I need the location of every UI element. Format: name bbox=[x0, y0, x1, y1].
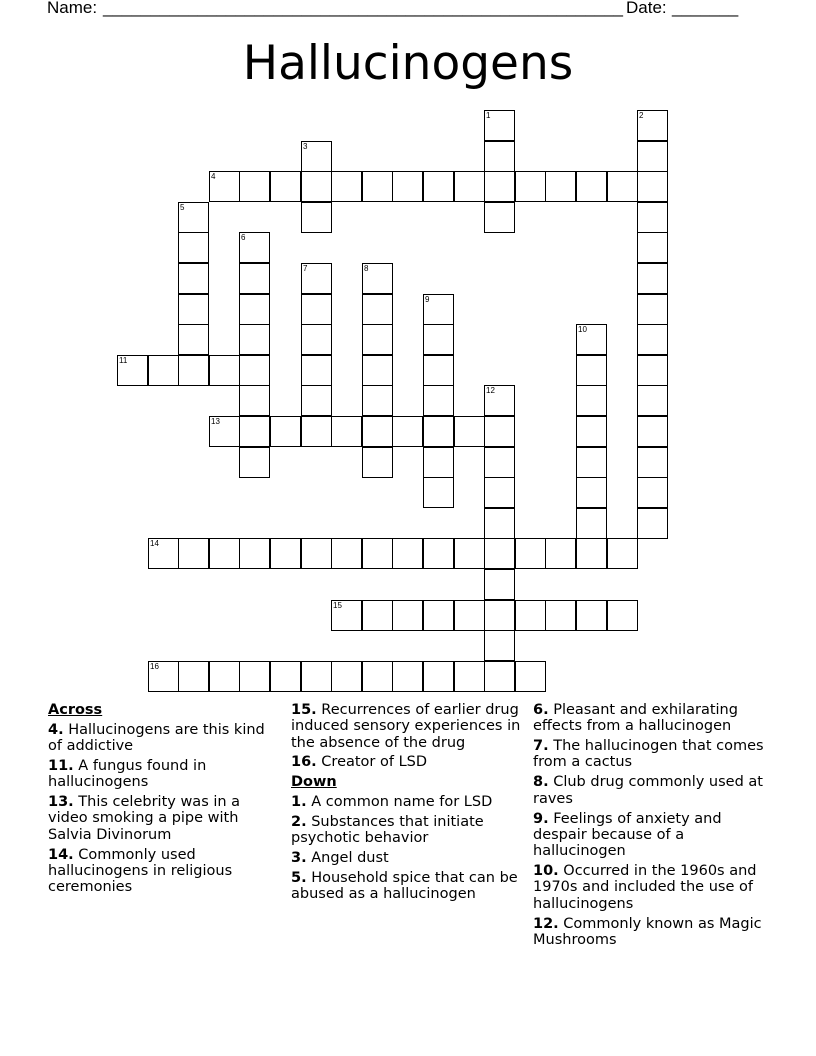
grid-cell[interactable] bbox=[362, 416, 393, 447]
grid-cell[interactable] bbox=[209, 538, 240, 569]
grid-cell[interactable] bbox=[148, 661, 179, 692]
clues-column-3 bbox=[533, 702, 768, 952]
grid-cell[interactable] bbox=[239, 355, 270, 386]
grid-cell[interactable] bbox=[484, 508, 515, 539]
grid-cell[interactable] bbox=[301, 385, 332, 416]
grid-cell[interactable] bbox=[178, 661, 209, 692]
clue-down-2: 2. Substances that initiate psychotic behavior bbox=[291, 813, 484, 847]
grid-cell[interactable] bbox=[484, 110, 515, 141]
clue-down-6: 6. Pleasant and exhilarating effects from a hallucinogen bbox=[533, 702, 738, 735]
grid-cell[interactable] bbox=[148, 355, 179, 386]
grid-cell[interactable] bbox=[423, 385, 454, 416]
grid-cell[interactable] bbox=[270, 538, 301, 569]
grid-cell[interactable] bbox=[423, 294, 454, 325]
clue-number: 4 bbox=[211, 172, 216, 181]
clue-across-13: 13. This celebrity was in a video smoking a pipe with Salvia Divinorum bbox=[48, 794, 241, 843]
clues-column-1 bbox=[48, 702, 283, 899]
grid-cell[interactable] bbox=[637, 508, 668, 539]
grid-cell[interactable] bbox=[301, 141, 332, 172]
clue-number: 16 bbox=[150, 662, 159, 671]
grid-cell[interactable] bbox=[576, 416, 607, 447]
grid-cell[interactable] bbox=[392, 538, 423, 569]
grid-cell[interactable] bbox=[637, 171, 668, 202]
grid-cell[interactable] bbox=[209, 355, 240, 386]
grid-cell[interactable] bbox=[454, 661, 485, 692]
name-field-line[interactable]: _______________________________________________________ bbox=[103, 0, 624, 17]
grid-cell[interactable] bbox=[484, 630, 515, 661]
grid-cell[interactable] bbox=[301, 324, 332, 355]
grid-cell[interactable] bbox=[637, 324, 668, 355]
puzzle-title: Hallucinogens bbox=[242, 36, 574, 91]
grid-cell[interactable] bbox=[454, 538, 485, 569]
grid-cell[interactable] bbox=[576, 538, 607, 569]
clue-down-9: 9. Feelings of anxiety and despair because of a hallucinogen bbox=[533, 810, 722, 860]
grid-cell[interactable] bbox=[392, 661, 423, 692]
grid-cell[interactable] bbox=[331, 416, 362, 447]
grid-cell[interactable] bbox=[362, 324, 393, 355]
grid-cell[interactable] bbox=[423, 661, 454, 692]
grid-cell[interactable] bbox=[362, 355, 393, 386]
grid-cell[interactable] bbox=[331, 600, 362, 631]
grid-cell[interactable] bbox=[515, 171, 546, 202]
grid-cell[interactable] bbox=[301, 661, 332, 692]
grid-cell[interactable] bbox=[239, 538, 270, 569]
clue-down-1: 1. A common name for LSD bbox=[291, 794, 493, 811]
grid-cell[interactable] bbox=[117, 355, 148, 386]
grid-cell[interactable] bbox=[270, 416, 301, 447]
grid-cell[interactable] bbox=[423, 171, 454, 202]
clue-down-7: 7. The hallucinogen that comes from a cactus bbox=[533, 738, 764, 771]
grid-cell[interactable] bbox=[178, 263, 209, 294]
grid-cell[interactable] bbox=[178, 232, 209, 263]
grid-cell[interactable] bbox=[239, 171, 270, 202]
grid-cell[interactable] bbox=[239, 294, 270, 325]
clue-down-12: 12. Commonly known as Magic Mushrooms bbox=[533, 915, 762, 948]
grid-cell[interactable] bbox=[576, 385, 607, 416]
grid-cell[interactable] bbox=[545, 538, 576, 569]
grid-cell[interactable] bbox=[239, 661, 270, 692]
grid-cell[interactable] bbox=[576, 508, 607, 539]
grid-cell[interactable] bbox=[637, 355, 668, 386]
grid-cell[interactable] bbox=[392, 416, 423, 447]
grid-cell[interactable] bbox=[178, 538, 209, 569]
grid-cell[interactable] bbox=[362, 538, 393, 569]
grid-cell[interactable] bbox=[239, 232, 270, 263]
grid-cell[interactable] bbox=[270, 171, 301, 202]
grid-cell[interactable] bbox=[484, 202, 515, 233]
grid-cell[interactable] bbox=[454, 416, 485, 447]
grid-cell[interactable] bbox=[484, 141, 515, 172]
grid-cell[interactable] bbox=[423, 600, 454, 631]
clue-number: 15 bbox=[333, 601, 342, 610]
grid-cell[interactable] bbox=[484, 569, 515, 600]
grid-cell[interactable] bbox=[392, 600, 423, 631]
grid-cell[interactable] bbox=[239, 324, 270, 355]
grid-cell[interactable] bbox=[423, 355, 454, 386]
grid-cell[interactable] bbox=[362, 661, 393, 692]
grid-cell[interactable] bbox=[576, 447, 607, 478]
grid-cell[interactable] bbox=[362, 385, 393, 416]
grid-cell[interactable] bbox=[484, 416, 515, 447]
grid-cell[interactable] bbox=[301, 355, 332, 386]
clue-down-3: 3. Angel dust bbox=[291, 850, 389, 867]
clue-across-14: 14. Commonly used hallucinogens in religious ceremonies bbox=[48, 846, 233, 896]
clue-down-10: 10. Occurred in the 1960s and 1970s and included the use of hallucinogens bbox=[533, 863, 757, 912]
grid-cell[interactable] bbox=[515, 538, 546, 569]
grid-cell[interactable] bbox=[178, 355, 209, 386]
clue-number: 13 bbox=[211, 417, 220, 426]
grid-cell[interactable] bbox=[423, 416, 454, 447]
grid-cell[interactable] bbox=[637, 385, 668, 416]
grid-cell[interactable] bbox=[515, 600, 546, 631]
grid-cell[interactable] bbox=[178, 294, 209, 325]
grid-cell[interactable] bbox=[545, 600, 576, 631]
clue-across-16: 16. Creator of LSD bbox=[291, 754, 428, 771]
grid-cell[interactable] bbox=[239, 447, 270, 478]
grid-cell[interactable] bbox=[209, 661, 240, 692]
date-field-line[interactable]: _______ bbox=[672, 0, 739, 17]
grid-cell[interactable] bbox=[637, 141, 668, 172]
grid-cell[interactable] bbox=[576, 477, 607, 508]
grid-cell[interactable] bbox=[607, 171, 638, 202]
down-heading: Down bbox=[291, 774, 337, 791]
grid-cell[interactable] bbox=[576, 171, 607, 202]
grid-cell[interactable] bbox=[301, 294, 332, 325]
grid-cell[interactable] bbox=[423, 447, 454, 478]
grid-cell[interactable] bbox=[484, 447, 515, 478]
grid-cell[interactable] bbox=[331, 538, 362, 569]
grid-cell[interactable] bbox=[209, 171, 240, 202]
grid-cell[interactable] bbox=[576, 600, 607, 631]
clue-number: 5 bbox=[180, 203, 185, 212]
grid-cell[interactable] bbox=[301, 171, 332, 202]
clue-number: 9 bbox=[425, 295, 430, 304]
grid-cell[interactable] bbox=[301, 202, 332, 233]
grid-cell[interactable] bbox=[362, 171, 393, 202]
grid-cell[interactable] bbox=[637, 263, 668, 294]
grid-cell[interactable] bbox=[362, 263, 393, 294]
clue-number: 7 bbox=[303, 264, 308, 273]
clue-number: 14 bbox=[150, 539, 159, 548]
grid-cell[interactable] bbox=[515, 661, 546, 692]
grid-cell[interactable] bbox=[637, 447, 668, 478]
grid-cell[interactable] bbox=[362, 294, 393, 325]
grid-cell[interactable] bbox=[454, 600, 485, 631]
grid-cell[interactable] bbox=[576, 324, 607, 355]
grid-cell[interactable] bbox=[331, 661, 362, 692]
grid-cell[interactable] bbox=[637, 232, 668, 263]
grid-cell[interactable] bbox=[484, 385, 515, 416]
grid-cell[interactable] bbox=[423, 477, 454, 508]
grid-cell[interactable] bbox=[331, 171, 362, 202]
grid-cell[interactable] bbox=[576, 355, 607, 386]
grid-cell[interactable] bbox=[607, 538, 638, 569]
clue-number: 11 bbox=[119, 356, 128, 365]
grid-cell[interactable] bbox=[178, 324, 209, 355]
grid-cell[interactable] bbox=[301, 416, 332, 447]
grid-cell[interactable] bbox=[148, 538, 179, 569]
clue-down-5: 5. Household spice that can be abused as a hallucinogen bbox=[291, 870, 518, 903]
grid-cell[interactable] bbox=[637, 202, 668, 233]
clue-across-15: 15. Recurrences of earlier drug induced sensory experiences in the absence of the drug bbox=[291, 702, 521, 751]
clue-number: 6 bbox=[241, 233, 246, 242]
grid-cell[interactable] bbox=[484, 661, 515, 692]
grid-cell[interactable] bbox=[209, 416, 240, 447]
clue-down-8: 8. Club drug commonly used at raves bbox=[533, 774, 763, 807]
grid-cell[interactable] bbox=[484, 477, 515, 508]
clue-across-4: 4. Hallucinogens are this kind of addictive bbox=[48, 721, 265, 754]
grid-cell[interactable] bbox=[637, 477, 668, 508]
clue-number: 1 bbox=[486, 111, 491, 120]
clue-number: 2 bbox=[639, 111, 644, 120]
grid-cell[interactable] bbox=[270, 661, 301, 692]
grid-cell[interactable] bbox=[301, 538, 332, 569]
clue-number: 10 bbox=[578, 325, 587, 334]
grid-cell[interactable] bbox=[362, 447, 393, 478]
grid-cell[interactable] bbox=[545, 171, 576, 202]
grid-cell[interactable] bbox=[178, 202, 209, 233]
name-label: Name: bbox=[47, 0, 98, 17]
grid-cell[interactable] bbox=[239, 416, 270, 447]
grid-cell[interactable] bbox=[423, 538, 454, 569]
grid-cell[interactable] bbox=[454, 171, 485, 202]
clues-column-2 bbox=[291, 702, 521, 906]
grid-cell[interactable] bbox=[637, 294, 668, 325]
grid-cell[interactable] bbox=[484, 600, 515, 631]
grid-cell[interactable] bbox=[637, 416, 668, 447]
grid-cell[interactable] bbox=[239, 263, 270, 294]
grid-cell[interactable] bbox=[362, 600, 393, 631]
across-heading: Across bbox=[48, 702, 103, 718]
clue-number: 8 bbox=[364, 264, 369, 273]
grid-cell[interactable] bbox=[423, 324, 454, 355]
date-label: Date: bbox=[626, 0, 667, 17]
clue-across-11: 11. A fungus found in hallucinogens bbox=[48, 757, 207, 791]
grid-cell[interactable] bbox=[239, 385, 270, 416]
clue-number: 3 bbox=[303, 142, 308, 151]
grid-cell[interactable] bbox=[392, 171, 423, 202]
grid-cell[interactable] bbox=[484, 171, 515, 202]
grid-cell[interactable] bbox=[607, 600, 638, 631]
grid-cell[interactable] bbox=[301, 263, 332, 294]
grid-cell[interactable] bbox=[484, 538, 515, 569]
clue-number: 12 bbox=[486, 386, 495, 395]
grid-cell[interactable] bbox=[637, 110, 668, 141]
